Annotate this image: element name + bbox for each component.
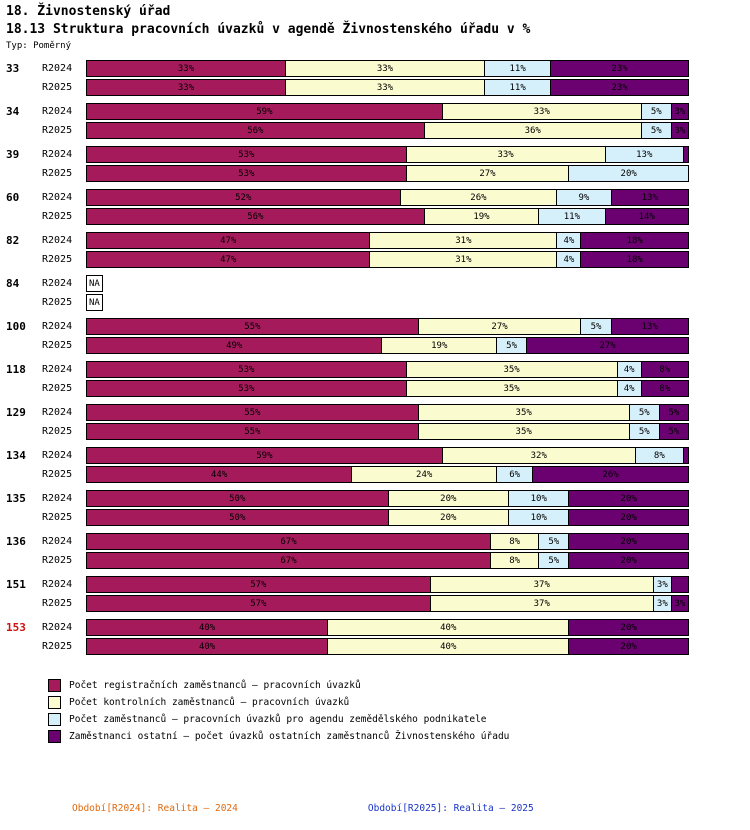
stacked-bar[interactable]	[86, 619, 689, 636]
bar-segment[interactable]: 40%	[86, 638, 327, 655]
bar-segment[interactable]	[683, 146, 689, 163]
chart-row-group	[0, 618, 750, 656]
bar-segment[interactable]: 40%	[86, 619, 327, 636]
bar-segment[interactable]: 33%	[285, 60, 484, 77]
bar-segment[interactable]: 27%	[406, 165, 569, 182]
stacked-bar[interactable]	[86, 404, 689, 421]
period-label: R2025	[42, 297, 73, 308]
chart-row	[0, 188, 750, 207]
chart-row	[0, 121, 750, 140]
chart-row	[0, 551, 750, 570]
period-label: R2025	[42, 82, 73, 93]
bar-segment[interactable]: 33%	[285, 79, 484, 96]
stacked-bar[interactable]	[86, 595, 689, 612]
bar-segment[interactable]: 8%	[641, 361, 689, 378]
bar-segment[interactable]: 5%	[538, 533, 568, 550]
period-label: R2025	[42, 641, 73, 652]
bar-segment[interactable]: 8%	[641, 380, 689, 397]
chart-row	[0, 250, 750, 269]
bar-segment[interactable]: 5%	[629, 423, 659, 440]
bar-segment[interactable]: 5%	[538, 552, 568, 569]
bar-segment[interactable]: 20%	[388, 509, 509, 526]
chart-title: 18.13 Struktura pracovních úvazků v agendě Živnostenského úřadu v %	[6, 22, 531, 37]
group-id-label: 34	[6, 105, 20, 118]
chart-row-group	[0, 59, 750, 97]
group-id-label: 129	[6, 406, 26, 419]
bar-segment[interactable]: 53%	[86, 361, 406, 378]
page-header	[0, 0, 750, 51]
chart-row	[0, 465, 750, 484]
stacked-bar[interactable]	[86, 576, 689, 593]
bar-segment[interactable]: 55%	[86, 318, 418, 335]
legend-item	[48, 728, 750, 745]
legend-label: Počet zaměstnanců – pracovních úvazků pro agendu zemědělského podnikatele	[69, 714, 487, 725]
bar-segment[interactable]: 4%	[617, 380, 641, 397]
period-label: R2024	[42, 278, 73, 289]
bar-segment[interactable]: 56%	[86, 122, 424, 139]
chart-row	[0, 446, 750, 465]
chart-row-group	[0, 403, 750, 441]
bar-segment[interactable]	[671, 576, 689, 593]
bar-segment[interactable]: 55%	[86, 404, 418, 421]
stacked-bar[interactable]	[86, 122, 689, 139]
group-spacer	[0, 656, 750, 661]
period-label: R2024	[42, 450, 73, 461]
chart-row-group	[0, 575, 750, 613]
bar-segment[interactable]: 49%	[86, 337, 381, 354]
period-label: R2025	[42, 168, 73, 179]
stacked-bar[interactable]	[86, 165, 689, 182]
bar-segment[interactable]: 3%	[671, 103, 689, 120]
period-label: R2024	[42, 321, 73, 332]
chart-row-group	[0, 145, 750, 183]
group-id-label: 33	[6, 62, 20, 75]
chart-row	[0, 489, 750, 508]
chart-row	[0, 207, 750, 226]
bar-segment[interactable]: 47%	[86, 232, 369, 249]
bar-segment[interactable]: 55%	[86, 423, 418, 440]
bar-segment[interactable]: 10%	[508, 490, 568, 507]
bar-segment[interactable]: 33%	[406, 146, 605, 163]
chart-row-group	[0, 231, 750, 269]
period-label: R2024	[42, 622, 73, 633]
type-label: Typ: Poměrný	[6, 41, 72, 51]
chart-row	[0, 532, 750, 551]
group-id-label: 153	[6, 621, 26, 634]
chart-row	[0, 231, 750, 250]
chart-row-group	[0, 102, 750, 140]
group-id-label: 60	[6, 191, 20, 204]
bar-segment[interactable]: 40%	[327, 638, 568, 655]
bar-segment[interactable]: 33%	[86, 60, 285, 77]
stacked-bar[interactable]	[86, 361, 689, 378]
chart-row	[0, 422, 750, 441]
footer-period-2024: Období[R2024]: Realita – 2024	[72, 803, 238, 814]
stacked-bar[interactable]	[86, 60, 689, 77]
chart-row	[0, 78, 750, 97]
period-label: R2025	[42, 211, 73, 222]
chart-row-group	[0, 532, 750, 570]
stacked-bar[interactable]	[86, 189, 689, 206]
bar-segment[interactable]: 20%	[568, 533, 689, 550]
bar-segment[interactable]: 27%	[526, 337, 689, 354]
group-id-label: 136	[6, 535, 26, 548]
stacked-bar[interactable]	[86, 533, 689, 550]
stacked-bar[interactable]	[86, 103, 689, 120]
stacked-bar[interactable]	[86, 423, 689, 440]
bar-segment[interactable]: 35%	[406, 361, 617, 378]
bar-segment[interactable]: 36%	[424, 122, 641, 139]
bar-segment[interactable]: 20%	[568, 490, 689, 507]
stacked-bar[interactable]	[86, 318, 689, 335]
period-label: R2025	[42, 125, 73, 136]
legend-swatch	[48, 679, 61, 692]
period-label: R2024	[42, 536, 73, 547]
bar-segment[interactable]: 14%	[605, 208, 689, 225]
bar-segment[interactable]: 33%	[86, 79, 285, 96]
chart-row-group	[0, 360, 750, 398]
bar-segment[interactable]: 31%	[369, 232, 556, 249]
stacked-bar[interactable]	[86, 232, 689, 249]
chart-row	[0, 594, 750, 613]
bar-segment[interactable]: 20%	[568, 619, 689, 636]
legend-item	[48, 677, 750, 694]
period-label: R2025	[42, 383, 73, 394]
stacked-bar[interactable]	[86, 146, 689, 163]
bar-segment[interactable]: 26%	[400, 189, 557, 206]
bar-segment[interactable]: 13%	[611, 318, 689, 335]
bar-segment[interactable]: 27%	[418, 318, 581, 335]
chart-footer	[0, 803, 750, 814]
bar-segment[interactable]: 5%	[580, 318, 610, 335]
chart-row	[0, 379, 750, 398]
bar-segment[interactable]: 5%	[496, 337, 526, 354]
legend-swatch	[48, 713, 61, 726]
bar-segment[interactable]: 20%	[568, 552, 689, 569]
period-label: R2024	[42, 63, 73, 74]
bar-segment[interactable]: 53%	[86, 165, 406, 182]
bar-segment[interactable]: 33%	[442, 103, 641, 120]
bar-segment[interactable]: 6%	[496, 466, 532, 483]
bar-segment[interactable]: 4%	[556, 232, 580, 249]
bar-segment[interactable]: 5%	[641, 103, 671, 120]
legend-label: Počet kontrolních zaměstnanců – pracovních úvazků	[69, 697, 350, 708]
bar-segment[interactable]: 3%	[653, 576, 671, 593]
bar-segment[interactable]: 35%	[418, 404, 629, 421]
period-label: R2024	[42, 493, 73, 504]
bar-segment[interactable]: 18%	[580, 232, 689, 249]
bar-segment[interactable]: 5%	[659, 404, 689, 421]
chart-area	[0, 59, 750, 661]
stacked-bar[interactable]	[86, 380, 689, 397]
bar-segment[interactable]: 20%	[568, 638, 689, 655]
bar-segment[interactable]: 13%	[605, 146, 683, 163]
bar-segment[interactable]: 5%	[641, 122, 671, 139]
legend-label: Zaměstnanci ostatní – počet úvazků ostatních zaměstnanců Živnostenského úřadu	[69, 731, 510, 742]
period-label: R2024	[42, 149, 73, 160]
period-label: R2024	[42, 579, 73, 590]
group-id-label: 151	[6, 578, 26, 591]
bar-segment[interactable]: 19%	[381, 337, 496, 354]
period-label: R2025	[42, 598, 73, 609]
chart-row	[0, 317, 750, 336]
bar-segment[interactable]: 59%	[86, 103, 442, 120]
chart-row-group	[0, 188, 750, 226]
stacked-bar[interactable]	[86, 552, 689, 569]
bar-segment[interactable]: 40%	[327, 619, 568, 636]
bar-segment[interactable]: 3%	[671, 595, 689, 612]
bar-segment[interactable]: 53%	[86, 380, 406, 397]
bar-segment[interactable]: 11%	[538, 208, 604, 225]
stacked-bar[interactable]	[86, 251, 689, 268]
bar-segment[interactable]: 59%	[86, 447, 442, 464]
period-label: R2025	[42, 340, 73, 351]
bar-segment[interactable]: 57%	[86, 576, 430, 593]
bar-segment[interactable]	[683, 447, 689, 464]
bar-segment[interactable]: 19%	[424, 208, 539, 225]
stacked-bar[interactable]	[86, 79, 689, 96]
bar-segment[interactable]: 52%	[86, 189, 400, 206]
period-label: R2025	[42, 469, 73, 480]
stacked-bar[interactable]	[86, 509, 689, 526]
bar-segment[interactable]: 24%	[351, 466, 496, 483]
stacked-bar[interactable]	[86, 490, 689, 507]
chart-row	[0, 403, 750, 422]
bar-segment[interactable]: 20%	[568, 509, 689, 526]
group-id-label: 118	[6, 363, 26, 376]
bar-segment[interactable]: 13%	[611, 189, 689, 206]
bar-segment[interactable]: 47%	[86, 251, 369, 268]
na-marker: NA	[86, 294, 103, 311]
bar-segment[interactable]: 4%	[556, 251, 580, 268]
chart-row	[0, 59, 750, 78]
group-id-label: 134	[6, 449, 26, 462]
legend-item	[48, 694, 750, 711]
stacked-bar[interactable]	[86, 208, 689, 225]
group-id-label: 84	[6, 277, 20, 290]
bar-segment[interactable]: 10%	[508, 509, 568, 526]
group-id-label: 82	[6, 234, 20, 247]
bar-segment[interactable]: 26%	[532, 466, 689, 483]
bar-segment[interactable]: 37%	[430, 576, 653, 593]
chart-row	[0, 336, 750, 355]
bar-segment[interactable]: 67%	[86, 552, 490, 569]
chart-row-group	[0, 489, 750, 527]
bar-segment[interactable]: 5%	[629, 404, 659, 421]
bar-segment[interactable]: 20%	[388, 490, 509, 507]
bar-segment[interactable]: 3%	[653, 595, 671, 612]
period-label: R2025	[42, 555, 73, 566]
page-title: 18. Živnostenský úřad	[6, 4, 171, 19]
bar-segment[interactable]: 8%	[490, 552, 538, 569]
group-id-label: 100	[6, 320, 26, 333]
stacked-bar[interactable]	[86, 466, 689, 483]
stacked-bar[interactable]	[86, 337, 689, 354]
bar-segment[interactable]: 31%	[369, 251, 556, 268]
bar-segment[interactable]: 44%	[86, 466, 351, 483]
bar-segment[interactable]: 56%	[86, 208, 424, 225]
chart-row-group	[0, 317, 750, 355]
chart-row	[0, 360, 750, 379]
chart-row	[0, 575, 750, 594]
na-marker: NA	[86, 275, 103, 292]
chart-row	[0, 164, 750, 183]
bar-segment[interactable]: 20%	[568, 165, 689, 182]
chart-row	[0, 618, 750, 637]
bar-segment[interactable]: 35%	[406, 380, 617, 397]
chart-row	[0, 637, 750, 656]
bar-segment[interactable]: 32%	[442, 447, 635, 464]
chart-row	[0, 145, 750, 164]
bar-segment[interactable]: 35%	[418, 423, 629, 440]
bar-segment[interactable]: 23%	[550, 79, 689, 96]
period-label: R2024	[42, 192, 73, 203]
bar-segment[interactable]: 67%	[86, 533, 490, 550]
bar-segment[interactable]: 18%	[580, 251, 689, 268]
legend-item	[48, 711, 750, 728]
bar-segment[interactable]: 50%	[86, 490, 388, 507]
period-label: R2024	[42, 407, 73, 418]
chart-legend	[48, 677, 750, 745]
bar-segment[interactable]: 8%	[635, 447, 683, 464]
chart-row	[0, 508, 750, 527]
legend-label: Počet registračních zaměstnanců – pracovních úvazků	[69, 680, 361, 691]
bar-segment[interactable]: 8%	[490, 533, 538, 550]
bar-segment[interactable]: 57%	[86, 595, 430, 612]
period-label: R2025	[42, 254, 73, 265]
chart-row-group	[0, 274, 750, 312]
legend-swatch	[48, 730, 61, 743]
period-label: R2025	[42, 512, 73, 523]
chart-row	[0, 102, 750, 121]
chart-row	[0, 293, 750, 312]
legend-swatch	[48, 696, 61, 709]
period-label: R2024	[42, 364, 73, 375]
stacked-bar[interactable]	[86, 638, 689, 655]
bar-segment[interactable]: 37%	[430, 595, 653, 612]
period-label: R2025	[42, 426, 73, 437]
bar-segment[interactable]: 3%	[671, 122, 689, 139]
bar-segment[interactable]: 4%	[617, 361, 641, 378]
bar-segment[interactable]: 5%	[659, 423, 689, 440]
period-label: R2024	[42, 235, 73, 246]
bar-segment[interactable]: 23%	[550, 60, 689, 77]
bar-segment[interactable]: 9%	[556, 189, 610, 206]
chart-row	[0, 274, 750, 293]
stacked-bar[interactable]	[86, 447, 689, 464]
bar-segment[interactable]: 50%	[86, 509, 388, 526]
period-label: R2024	[42, 106, 73, 117]
group-id-label: 135	[6, 492, 26, 505]
bar-segment[interactable]: 11%	[484, 79, 550, 96]
bar-segment[interactable]: 11%	[484, 60, 550, 77]
chart-row-group	[0, 446, 750, 484]
bar-segment[interactable]: 53%	[86, 146, 406, 163]
footer-period-2025: Období[R2025]: Realita – 2025	[367, 803, 534, 814]
group-id-label: 39	[6, 148, 20, 161]
